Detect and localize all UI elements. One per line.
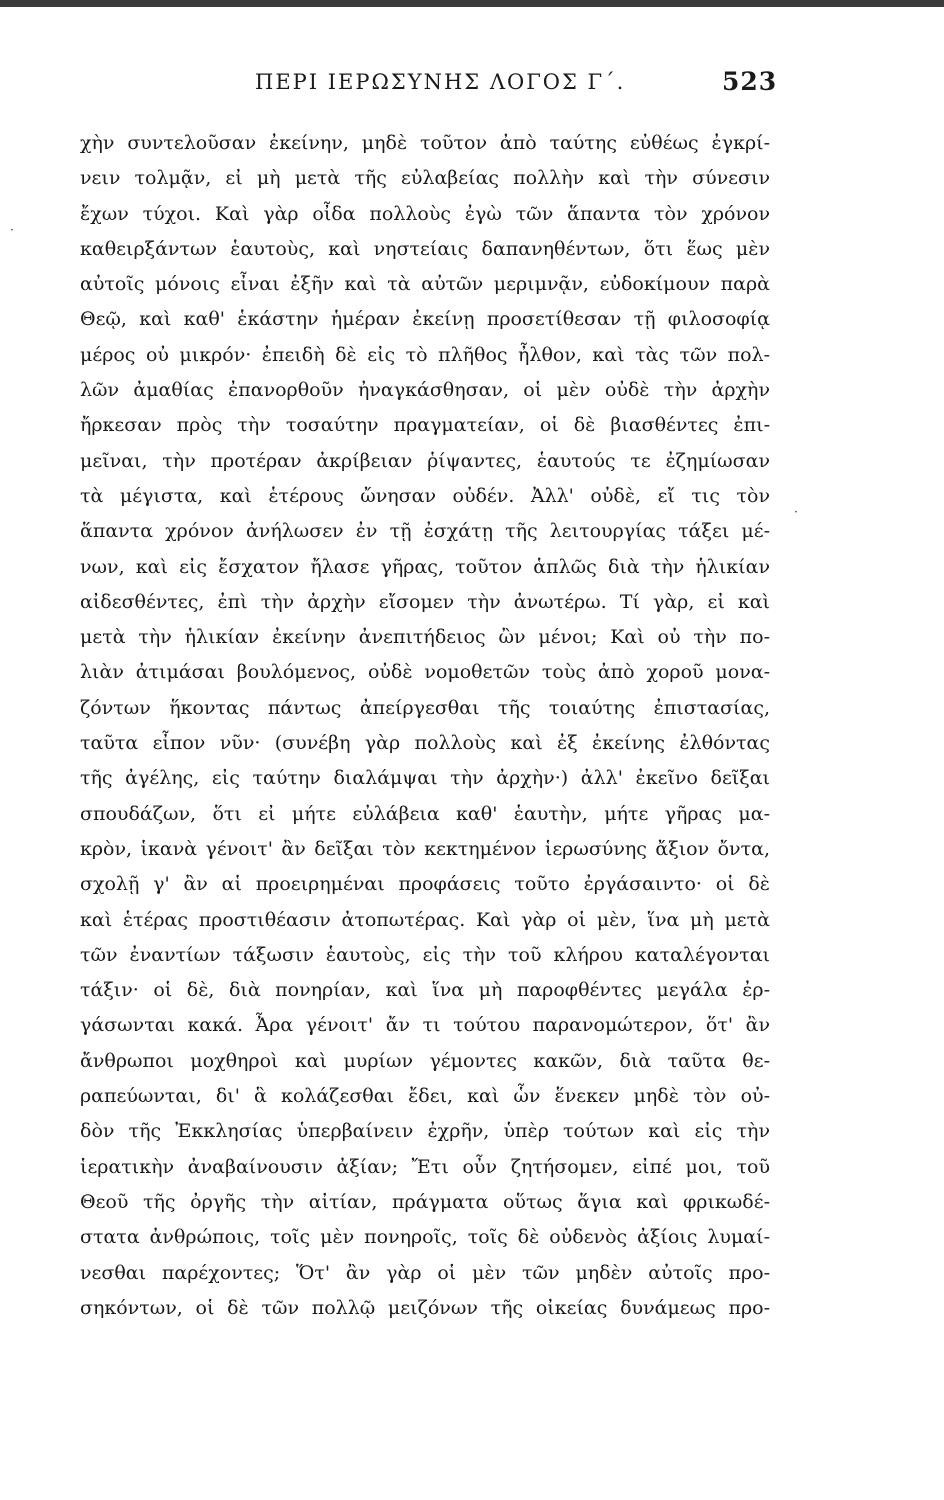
text-line: νων, καὶ εἰς ἔσχατον ἤλασε γῆρας, τοῦτον ἁπλῶς διὰ τὴν ἡλικίαν: [80, 555, 770, 578]
top-scan-border: [0, 0, 944, 7]
body-text: [80, 126, 770, 1326]
text-line: χὴν συντελοῦσαν ἐκείνην, μηδὲ τοῦτον ἀπὸ ταύτης εὐθέως ἐγκρί-: [80, 132, 770, 154]
text-line: τάξιν· οἱ δὲ, διὰ πονηρίαν, καὶ ἵνα μὴ παροφθέντες μεγάλα ἐρ-: [80, 979, 770, 1002]
right-margin-mark: ·: [794, 505, 798, 519]
text-line: ταῦτα εἶπον νῦν· (συνέβη γὰρ πολλοὺς καὶ ἐξ ἐκείνης ἐλθόντας: [80, 732, 770, 755]
text-line: κρὸν, ἱκανὰ γένοιτ' ἂν δεῖξαι τὸν κεκτημένον ἱερωσύνης ἄξιον ὄντα,: [80, 837, 770, 860]
text-line: λῶν ἀμαθίας ἐπανορθοῦν ἠναγκάσθησαν, οἱ μὲν οὐδὲ τὴν ἀρχὴν: [80, 379, 770, 402]
text-line: αὐτοῖς μόνοις εἶναι ἐξῆν καὶ τὰ αὐτῶν μεριμνᾷν, εὐδοκίμουν παρὰ: [80, 273, 770, 296]
text-line: δὸν τῆς Ἐκκλησίας ὑπερβαίνειν ἐχρῆν, ὑπὲρ τούτων καὶ εἰς τὴν: [80, 1120, 770, 1143]
text-line: καὶ ἑτέρας προστιθέασιν ἀτοπωτέρας. Καὶ γὰρ οἱ μὲν, ἵνα μὴ μετὰ: [80, 908, 770, 931]
text-line: μετὰ τὴν ἡλικίαν ἐκείνην ἀνεπιτήδειος ὢν μένοι; Καὶ οὐ τὴν πο-: [80, 626, 770, 649]
text-line: στατα ἀνθρώποις, τοῖς μὲν πονηροῖς, τοῖς δὲ οὐδενὸς ἀξίοις λυμαί-: [80, 1226, 770, 1249]
text-line: ἅπαντα χρόνον ἀνήλωσεν ἐν τῇ ἐσχάτῃ τῆς λειτουργίας τάξει μέ-: [80, 520, 770, 543]
text-line: γάσωνται κακά. Ἆρα γένοιτ' ἄν τι τούτου παρανομώτερον, ὅτ' ἂν: [80, 1014, 770, 1037]
text-line: ραπεύωνται, δι' ἃ κολάζεσθαι ἔδει, καὶ ὧν ἕνεκεν μηδὲ τὸν οὐ-: [80, 1085, 770, 1108]
text-line: ἱερατικὴν ἀναβαίνουσιν ἀξίαν; Ἔτι οὖν ζητήσομεν, εἰπέ μοι, τοῦ: [80, 1155, 770, 1178]
text-line: σηκόντων, οἱ δὲ τῶν πολλῷ μειζόνων τῆς οἰκείας δυνάμεως προ-: [80, 1296, 770, 1319]
text-line: Θεοῦ τῆς ὀργῆς τὴν αἰτίαν, πράγματα οὕτως ἅγια καὶ φρικωδέ-: [80, 1190, 770, 1213]
text-line: αἰδεσθέντες, ἐπὶ τὴν ἀρχὴν εἴσομεν τὴν ἀνωτέρω. Τί γὰρ, εἰ καὶ: [80, 590, 770, 613]
page-number: 523: [722, 67, 778, 96]
text-line: μέρος οὐ μικρόν· ἐπειδὴ δὲ εἰς τὸ πλῆθος ἦλθον, καὶ τὰς τῶν πολ-: [80, 343, 770, 366]
text-line: σχολῇ γ' ἂν αἱ προειρημέναι προφάσεις τοῦτο ἐργάσαιντο· οἱ δὲ: [80, 873, 770, 896]
text-line: νειν τολμᾷν, εἰ μὴ μετὰ τῆς εὐλαβείας πολλὴν καὶ τὴν σύνεσιν: [80, 167, 770, 190]
text-line: τῶν ἐναντίων τάξωσιν ἑαυτοὺς, εἰς τὴν τοῦ κλήρου καταλέγονται: [80, 943, 770, 966]
text-line: μεῖναι, τὴν προτέραν ἀκρίβειαν ῥίψαντες, ἑαυτούς τε ἐζημίωσαν: [80, 449, 770, 472]
text-line: τὰ μέγιστα, καὶ ἑτέρους ὤνησαν οὐδέν. Ἀλλ' οὐδὲ, εἴ τις τὸν: [80, 484, 770, 507]
running-head: [0, 67, 944, 106]
running-title: ΠΕΡΙ ΙΕΡΩΣΥΝΗΣ ΛΟΓΟΣ Γ΄.: [255, 70, 626, 94]
text-line: ἄνθρωποι μοχθηροὶ καὶ μυρίων γέμοντες κακῶν, διὰ ταῦτα θε-: [80, 1049, 770, 1072]
text-line: λιὰν ἀτιμάσαι βουλόμενος, οὐδὲ νομοθετῶν τοὺς ἀπὸ χοροῦ μονα-: [80, 661, 770, 684]
text-line: Θεῷ, καὶ καθ' ἑκάστην ἡμέραν ἐκείνῃ προσετίθεσαν τῇ φιλοσοφίᾳ: [80, 308, 770, 331]
text-line: ζόντων ἥκοντας πάντως ἀπείργεσθαι τῆς τοιαύτης ἐπιστασίας,: [80, 696, 770, 719]
text-line: τῆς ἀγέλης, εἰς ταύτην διαλάμψαι τὴν ἀρχὴν·) ἀλλ' ἐκεῖνο δεῖξαι: [80, 767, 770, 790]
text-line: νεσθαι παρέχοντες; Ὅτ' ἂν γὰρ οἱ μὲν τῶν μηδὲν αὐτοῖς προ-: [80, 1261, 770, 1284]
left-margin-mark: ·: [10, 223, 14, 237]
text-line: ἤρκεσαν πρὸς τὴν τοσαύτην πραγματείαν, οἱ δὲ βιασθέντες ἐπι-: [80, 414, 770, 437]
text-line: ἔχων τύχοι. Καὶ γὰρ οἶδα πολλοὺς ἐγὼ τῶν ἅπαντα τὸν χρόνον: [80, 202, 770, 225]
text-line: καθειρξάντων ἑαυτοὺς, καὶ νηστείαις δαπανηθέντων, ὅτι ἕως μὲν: [80, 237, 770, 260]
text-line: σπουδάζων, ὅτι εἰ μήτε εὐλάβεια καθ' ἑαυτὴν, μήτε γῆρας μα-: [80, 802, 770, 825]
